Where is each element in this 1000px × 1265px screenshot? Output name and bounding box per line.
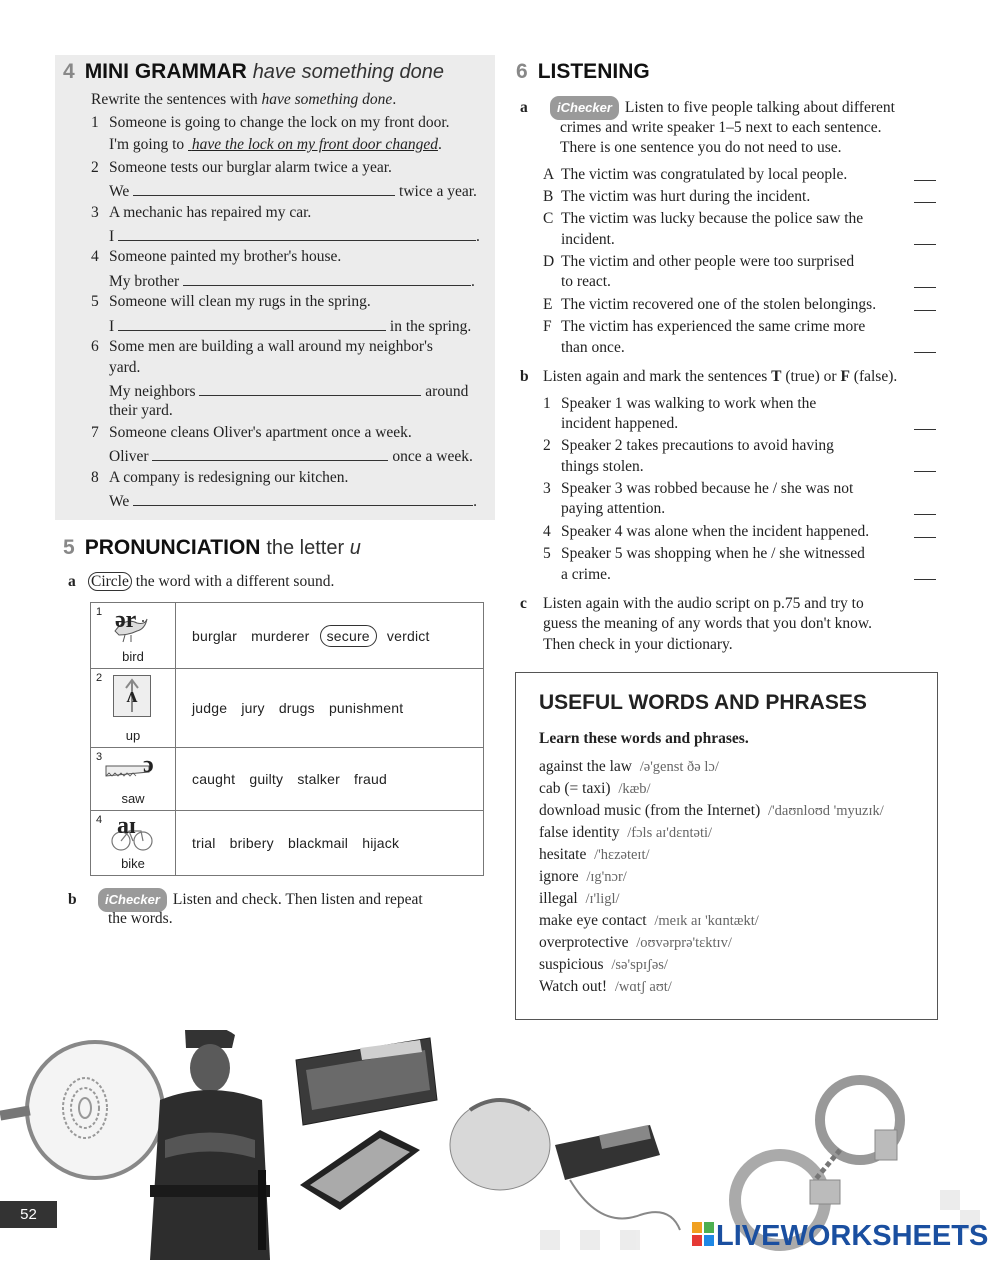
- grammar-item-6-prompt-line2: yard.: [109, 359, 141, 376]
- tf-blank-2[interactable]: [914, 471, 936, 472]
- option-b: B The victim was hurt during the incident.: [543, 188, 811, 205]
- word-option[interactable]: verdict: [386, 627, 430, 644]
- row-3-words: [176, 748, 484, 811]
- option-f: F The victim has experienced the same crime more: [543, 318, 866, 335]
- grammar-item-6-answer: My neighbors around: [109, 379, 468, 403]
- pronunciation-a-instruction: a Circle the word with a different sound.: [68, 573, 335, 590]
- smartphone-icon: [300, 1130, 420, 1210]
- word-option[interactable]: punishment: [328, 700, 404, 716]
- useful-item: false identity /fɔls aɪ'dɛntəti/: [539, 824, 713, 841]
- pronunciation-b-instruction: b iChecker Listen and check. Then listen and repeat: [68, 888, 423, 912]
- grammar-item-2-prompt: 2 Someone tests our burglar alarm twice a year.: [91, 159, 392, 176]
- answer-blank-c[interactable]: [914, 244, 936, 245]
- answer-blank-e[interactable]: [914, 310, 936, 311]
- statement-2: 2 Speaker 2 takes precautions to avoid having: [543, 437, 834, 454]
- useful-item: overprotective /oʊvərprə'tɛktɪv/: [539, 934, 732, 951]
- pronunciation-heading: 5 PRONUNCIATION the letter u: [63, 536, 361, 559]
- row-4-words: [176, 811, 484, 876]
- word-option[interactable]: murderer: [251, 627, 310, 644]
- pron-row-2: 2 ʌ up judge jury drugs punishment: [91, 669, 484, 748]
- coin-purse-icon: [450, 1100, 550, 1190]
- answer-blank-7[interactable]: [152, 444, 388, 461]
- word-option[interactable]: jury: [241, 700, 265, 716]
- answer-blank-b[interactable]: [914, 202, 936, 203]
- grammar-item-8-prompt: 8 A company is redesigning our kitchen.: [91, 469, 349, 486]
- grammar-item-1-answer: I'm going to have the lock on my front door changed.: [109, 136, 442, 153]
- useful-words-list: [539, 756, 934, 998]
- wallet-icon: [296, 1038, 437, 1125]
- statement-4: 4 Speaker 4 was alone when the incident happened.: [543, 523, 870, 540]
- statement-3: 3 Speaker 3 was robbed because he / she was not: [543, 480, 854, 497]
- pron-row-1: 1 ər bird burglar murderer secure verdict: [91, 603, 484, 669]
- word-option[interactable]: stalker: [297, 771, 340, 787]
- useful-words-title: USEFUL WORDS AND PHRASES: [539, 691, 867, 714]
- useful-item: download music (from the Internet) /'daʊnloʊd 'myuzɪk/: [539, 802, 884, 819]
- listening-b-instruction: b Listen again and mark the sentences T (true) or F (false).: [520, 368, 898, 385]
- listening-c-line2: guess the meaning of any words that you don't know.: [543, 615, 872, 632]
- useful-item: Watch out! /wɑtʃ aʊt/: [539, 978, 672, 995]
- tf-blank-3[interactable]: [914, 514, 936, 515]
- statement-5-line2: a crime.: [561, 566, 611, 583]
- listening-a-instruction: a iChecker Listen to five people talking about different: [520, 96, 895, 120]
- grammar-instruction: Rewrite the sentences with have something done.: [91, 91, 397, 108]
- liveworksheets-brand[interactable]: LIVEWORKSHEETS: [716, 1220, 989, 1252]
- listening-heading: 6 LISTENING: [516, 60, 650, 83]
- useful-words-subtitle: Learn these words and phrases.: [539, 730, 749, 747]
- grammar-item-3-prompt: 3 A mechanic has repaired my car.: [91, 204, 312, 221]
- useful-item: cab (= taxi) /kæb/: [539, 780, 651, 797]
- row-2-words: [176, 669, 484, 748]
- grammar-item-3-answer: I .: [109, 224, 480, 248]
- statement-3-line2: paying attention.: [561, 500, 666, 517]
- listening-c-line3: Then check in your dictionary.: [543, 636, 733, 653]
- ichecker-badge[interactable]: iChecker: [98, 888, 167, 912]
- up-arrow-icon: ʌ: [113, 675, 151, 717]
- useful-item: against the law /ə'genst ðə lɔ/: [539, 758, 719, 775]
- listening-a-line3: There is one sentence you do not need to use.: [560, 139, 842, 156]
- grammar-item-7-answer: Oliver once a week.: [109, 444, 473, 468]
- useful-item: make eye contact /meɪk aɪ 'kɑntækt/: [539, 912, 759, 929]
- option-f-line2: than once.: [561, 339, 625, 356]
- page-number: 52: [0, 1201, 57, 1228]
- word-option[interactable]: guilty: [249, 771, 284, 787]
- grammar-item-2-answer: We twice a year.: [109, 179, 477, 203]
- pron-row-4: 4 aɪ bike trial bribery blackmail hijack: [91, 811, 484, 876]
- grammar-item-1-prompt: 1 Someone is going to change the lock on my front door.: [91, 114, 450, 131]
- statement-1: 1 Speaker 1 was walking to work when the: [543, 395, 817, 412]
- statement-5: 5 Speaker 5 was shopping when he / she witnessed: [543, 545, 865, 562]
- tf-blank-4[interactable]: [914, 537, 936, 538]
- option-c-line2: incident.: [561, 231, 615, 248]
- word-option[interactable]: trial: [192, 835, 216, 851]
- circle-example: Circle: [88, 572, 132, 591]
- answer-blank-f[interactable]: [914, 352, 936, 353]
- useful-item: illegal /ɪ'ligl/: [539, 890, 620, 907]
- police-officer-icon: [150, 1030, 270, 1260]
- liveworksheets-logo-icon: [692, 1222, 714, 1246]
- listening-c-instruction: c Listen again with the audio script on p.75 and try to: [520, 595, 864, 612]
- grammar-item-4-answer: My brother .: [109, 269, 475, 293]
- word-option[interactable]: bribery: [229, 835, 274, 851]
- mini-grammar-heading: 4 MINI GRAMMAR have something done: [63, 60, 444, 83]
- tf-blank-5[interactable]: [914, 579, 936, 580]
- word-option[interactable]: caught: [192, 771, 236, 787]
- example-answer: have the lock on my front door changed: [191, 136, 438, 153]
- answer-blank-3[interactable]: [118, 224, 476, 241]
- magnifying-glass-icon: [0, 1042, 163, 1178]
- grammar-item-7-prompt: 7 Someone cleans Oliver's apartment once a week.: [91, 424, 412, 441]
- answer-blank-4[interactable]: [183, 269, 471, 286]
- word-option-circled[interactable]: secure: [320, 625, 377, 647]
- grammar-item-4-prompt: 4 Someone painted my brother's house.: [91, 248, 342, 265]
- ichecker-badge[interactable]: iChecker: [550, 96, 619, 120]
- option-c: C The victim was lucky because the police saw the: [543, 210, 864, 227]
- grammar-item-6-prompt: 6 Some men are building a wall around my neighbor's: [91, 338, 433, 355]
- grammar-item-5-answer: I in the spring.: [109, 314, 471, 338]
- answer-blank-d[interactable]: [914, 287, 936, 288]
- listening-a-line2: crimes and write speaker 1–5 next to each sentence.: [560, 119, 882, 136]
- answer-blank-2[interactable]: [133, 179, 395, 196]
- row-1-words: [176, 603, 484, 669]
- word-option[interactable]: hijack: [362, 835, 400, 851]
- statement-1-line2: incident happened.: [561, 415, 679, 432]
- useful-item: suspicious /sə'spɪʃəs/: [539, 956, 668, 973]
- grammar-item-6-answer-line2: their yard.: [109, 402, 173, 419]
- answer-blank-6[interactable]: [199, 379, 421, 396]
- useful-item: ignore /ɪg'nɔr/: [539, 868, 627, 885]
- word-option[interactable]: burglar: [192, 627, 237, 644]
- word-option[interactable]: fraud: [354, 771, 387, 787]
- word-option[interactable]: blackmail: [287, 835, 349, 851]
- pron-row-3: 3 ɔ saw caught guilty stalker fraud: [91, 748, 484, 811]
- pronunciation-b-line2: the words.: [108, 910, 173, 927]
- word-option[interactable]: judge: [192, 700, 228, 716]
- option-e: E The victim recovered one of the stolen belongings.: [543, 296, 877, 313]
- word-option[interactable]: drugs: [278, 700, 315, 716]
- tf-blank-1[interactable]: [914, 429, 936, 430]
- answer-blank-a[interactable]: [914, 180, 936, 181]
- useful-item: hesitate /'hɛzəteɪt/: [539, 846, 650, 863]
- option-d: D The victim and other people were too surprised: [543, 253, 855, 270]
- option-a: A The victim was congratulated by local people.: [543, 166, 848, 183]
- grammar-item-8-answer: We .: [109, 489, 477, 513]
- statement-2-line2: things stolen.: [561, 458, 644, 475]
- grammar-item-5-prompt: 5 Someone will clean my rugs in the spring.: [91, 293, 371, 310]
- answer-blank-8[interactable]: [133, 489, 473, 506]
- answer-blank-5[interactable]: [118, 314, 386, 331]
- music-player-icon: [555, 1125, 680, 1230]
- option-d-line2: to react.: [561, 273, 611, 290]
- pronunciation-table: [90, 602, 484, 876]
